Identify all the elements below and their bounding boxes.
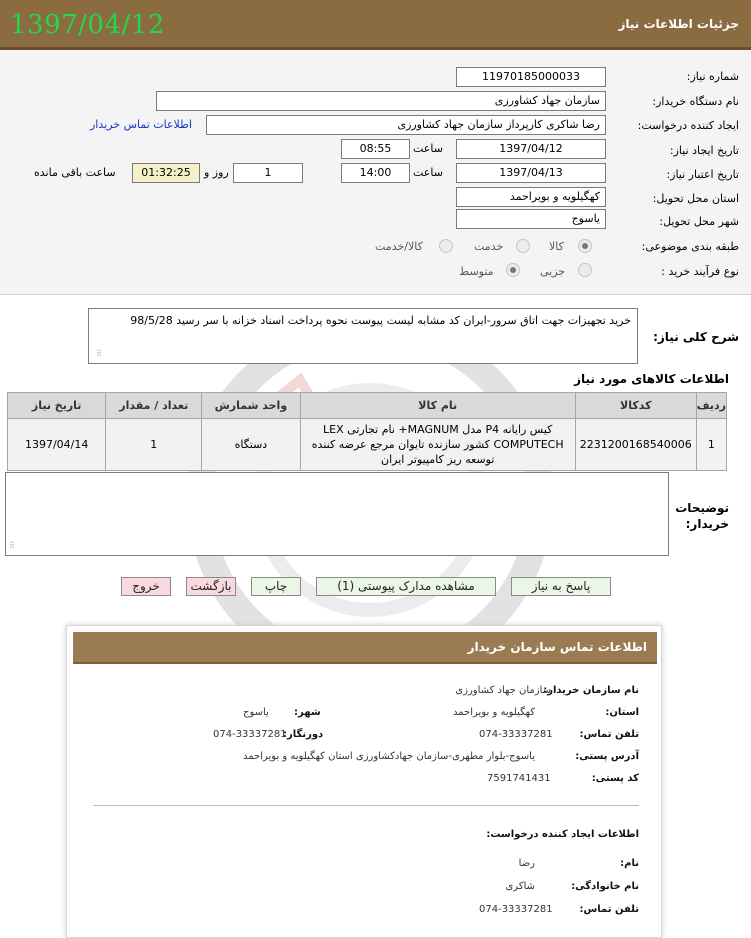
validity-time-field[interactable]: 14:00 [341,163,410,183]
creator-phone-label: تلفن تماس: [579,904,639,915]
creator-name-value: رضا [518,858,535,869]
description-textarea[interactable] [88,308,638,364]
buyer-contact-panel [66,625,662,938]
process-label: نوع فرآیند خرید : [661,265,739,278]
cell-name: کیس رایانه P4 مدل MAGNUM+ نام تجارتی LEX COMPUTECH کشور سازنده تایوان مرجع عرضه کننده توسعه ریز کامپیوتر ایران [300,419,575,471]
city-field[interactable]: یاسوج [456,209,606,229]
city-contact-value: یاسوج [243,707,269,718]
col-date: تاریخ نیاز [8,393,106,419]
creator-family-value: شاکری [505,881,535,892]
col-name: نام کالا [300,393,575,419]
cell-qty: 1 [106,419,202,471]
fax-value: 074-33337281 [213,729,287,740]
validity-time-label: ساعت [413,166,443,179]
process-option-minor: جزیی [540,265,566,278]
top-header-bar [0,0,751,50]
province-label: استان محل تحویل: [652,192,739,205]
goods-section-title: اطلاعات کالاهای مورد نیاز [574,372,729,386]
category-option-goods: کالا [549,240,564,253]
view-attachments-button[interactable]: مشاهده مدارک پیوستی (1) [316,577,496,596]
need-number-label: شماره نیاز: [686,70,739,83]
table-row[interactable] [8,419,727,471]
created-date-field[interactable]: 1397/04/12 [456,139,606,159]
requester-field[interactable]: رضا شاکری کارپرداز سازمان جهاد کشاورزی [206,115,606,135]
created-time-field[interactable]: 08:55 [341,139,410,159]
goods-table [7,392,727,471]
col-qty: تعداد / مقدار [106,393,202,419]
postal-value: 7591741431 [487,773,551,784]
remaining-label: ساعت باقی مانده [34,166,116,179]
process-radio-medium[interactable] [506,263,520,277]
days-label: روز و [204,166,229,179]
created-date-label: تاریخ ایجاد نیاز: [669,144,739,157]
address-label: آدرس پستی: [575,751,639,762]
org-value: سازمان جهاد کشاورزی [455,685,551,696]
phone-label: تلفن تماس: [579,729,639,740]
back-button[interactable]: بازگشت [186,577,236,596]
resize-grip-icon[interactable]: ⠿ [96,349,102,358]
buyer-contact-link[interactable]: اطلاعات تماس خریدار [90,118,192,131]
cell-code: 2231200168540006 [575,419,696,471]
need-number-field[interactable]: 1197018500003​3 [456,67,606,87]
description-text: خرید تجهیزات جهت اتاق سرور-ایران کد مشابه لیست پیوست نحوه پرداخت اسناد خزانه با سر رسید 98/5/28 [130,314,631,327]
contact-panel-title: اطلاعات تماس سازمان خریدار [73,632,657,664]
province-field[interactable]: کهگیلویه و بویراحمد [456,187,606,207]
col-code: کدکالا [575,393,696,419]
city-label: شهر محل تحویل: [659,215,739,228]
cell-row: 1 [696,419,726,471]
buyer-org-field[interactable]: سازمان جهاد کشاورزی [156,91,606,111]
exit-button[interactable]: خروج [121,577,171,596]
org-label: نام سازمان خریدار: [543,685,639,696]
process-option-medium: متوسط [459,265,494,278]
buyer-notes-label: توضیحات خریدار: [675,501,729,531]
creator-phone-value: 074-33337281 [479,904,553,915]
need-details-form [0,50,751,295]
phone-value: 074-33337281 [479,729,553,740]
goods-table-header [8,393,727,419]
requester-label: ایجاد کننده درخواست: [637,119,739,132]
remaining-days-field[interactable]: 1 [233,163,303,183]
province-contact-value: کهگیلویه و بویراحمد [453,707,535,718]
page-title: جزئیات اطلاعات نیاز [618,17,739,31]
cell-date: 1397/04/14 [8,419,106,471]
remaining-time-field[interactable]: 01:32:25 [132,163,200,183]
process-radio-minor[interactable] [578,263,592,277]
category-radio-goods[interactable] [578,239,592,253]
col-unit: واحد شمارش [202,393,300,419]
description-label: شرح کلی نیاز: [653,330,739,344]
created-time-label: ساعت [413,142,443,155]
current-date: 1397/04/12 [10,10,165,40]
address-value: یاسوج-بلوار مطهری-سازمان جهادکشاورزی استان کهگیلویه و بویراحمد [242,751,535,762]
validity-date-label: تاریخ اعتبار نیاز: [666,168,739,181]
postal-label: کد پستی: [591,773,639,784]
validity-date-field[interactable]: 1397/04/13 [456,163,606,183]
creator-info-title: اطلاعات ایجاد کننده درخواست: [486,829,639,840]
creator-family-label: نام خانوادگی: [571,881,639,892]
category-option-service: خدمت [474,240,504,253]
city-contact-label: شهر: [294,707,321,718]
category-radio-goods-service[interactable] [439,239,453,253]
resize-grip-icon[interactable]: ⠿ [9,541,15,550]
creator-name-label: نام: [620,858,639,869]
category-option-goods-service: کالا/خدمت [375,240,423,253]
category-label: طبقه بندی موضوعی: [641,240,739,253]
col-row: ردیف [696,393,726,419]
cell-unit: دستگاه [202,419,300,471]
category-radio-service[interactable] [516,239,530,253]
fax-label: دورنگار: [283,729,324,740]
panel-divider [93,805,639,806]
print-button[interactable]: چاپ [251,577,301,596]
buyer-notes-textarea[interactable] [5,472,669,556]
province-contact-label: استان: [605,707,639,718]
buyer-org-label: نام دستگاه خریدار: [652,95,739,108]
reply-button[interactable]: پاسخ به نیاز [511,577,611,596]
